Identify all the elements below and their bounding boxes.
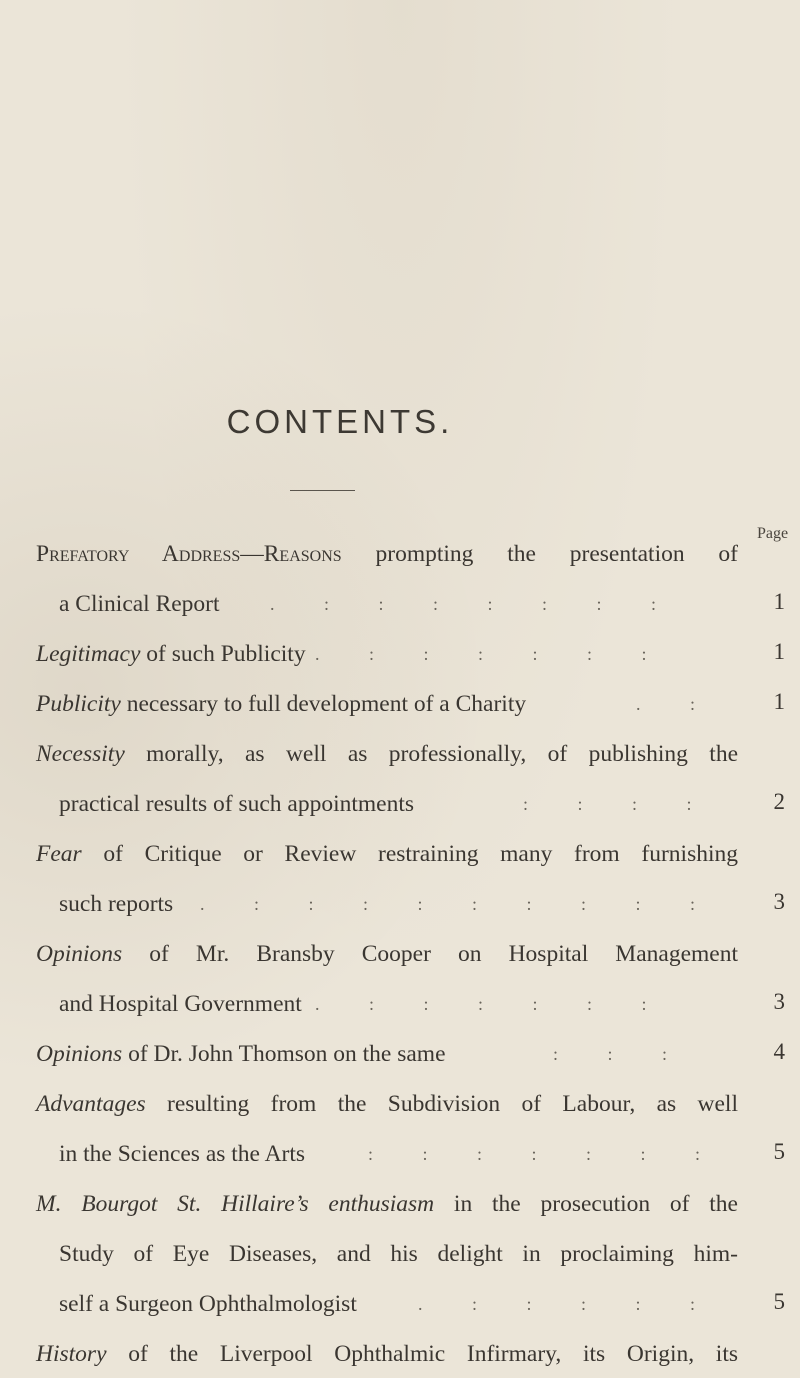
toc-entry-1-page: 1	[773, 589, 785, 614]
toc-entry-4-line-1: Necessity morally, as well as professionally, of publishing the	[36, 741, 738, 767]
toc-entry-7-page: 4	[773, 1039, 785, 1064]
leader-dots: . : : : : : : :	[270, 594, 657, 614]
toc-entry-4-line-2: practical results of such appointments	[59, 791, 415, 817]
toc-entry-6-line-1: Opinions of Mr. Bransby Cooper on Hospital Management	[36, 941, 738, 967]
toc-entry-9-line-1: M. Bourgot St. Hillaire’s enthusiasm in the prosecution of the	[36, 1191, 738, 1217]
toc-entry-1-line-1: Prefatory Address—Reasons prompting the presentation of	[36, 541, 738, 567]
toc-entry-5-line-2: such reports	[59, 891, 174, 917]
toc-entry-2-line-1: Legitimacy of such Publicity	[36, 641, 306, 667]
toc-entry-4-page: 2	[773, 789, 785, 814]
leader-dots: . : : :	[418, 1044, 668, 1064]
toc-entry-5-page: 3	[773, 889, 785, 914]
toc-entry-3-page: 1	[773, 689, 785, 714]
toc-entry-8-line-2: in the Sciences as the Arts	[59, 1141, 306, 1167]
toc-entry-8-page: 5	[773, 1139, 785, 1164]
contents-heading: CONTENTS.	[226, 403, 454, 440]
toc-entry-6-line-2: and Hospital Government	[59, 991, 302, 1017]
toc-entry-1-line-2: a Clinical Report	[59, 591, 220, 617]
leader-dots: . : : : : : : : : :	[200, 894, 696, 914]
toc-entry-6-page: 3	[773, 989, 785, 1014]
toc-entry-9-line-2: Study of Eye Diseases, and his delight in proclaiming him-	[59, 1241, 738, 1267]
toc-entry-10-line-1: History of the Liverpool Ophthalmic Infirmary, its Origin, its	[36, 1341, 738, 1367]
page-column-label: Page	[757, 525, 789, 542]
leader-dots: : : : : : : :	[368, 1144, 701, 1164]
toc-entry-8-line-1: Advantages resulting from the Subdivision of Labour, as well	[36, 1091, 738, 1117]
leader-dots: . : : : : : :	[315, 644, 647, 664]
toc-entry-7-line-1: Opinions of Dr. John Thomson on the same	[36, 1041, 446, 1067]
toc-entry-5-line-1: Fear of Critique or Review restraining many from furnishing	[36, 841, 738, 867]
toc-entry-9-line-3: self a Surgeon Ophthalmologist	[59, 1291, 357, 1317]
leader-dots: . :	[636, 694, 696, 714]
leader-dots: : : : :	[523, 794, 692, 814]
heading-rule	[290, 490, 355, 491]
leader-dots: . : : : : : :	[315, 994, 647, 1014]
toc-entry-3-line-1: Publicity necessary to full development of a Charity	[36, 691, 527, 717]
toc-entry-9-page: 5	[773, 1289, 785, 1314]
toc-entry-2-page: 1	[773, 639, 785, 664]
leader-dots: . : : : : :	[418, 1294, 696, 1314]
